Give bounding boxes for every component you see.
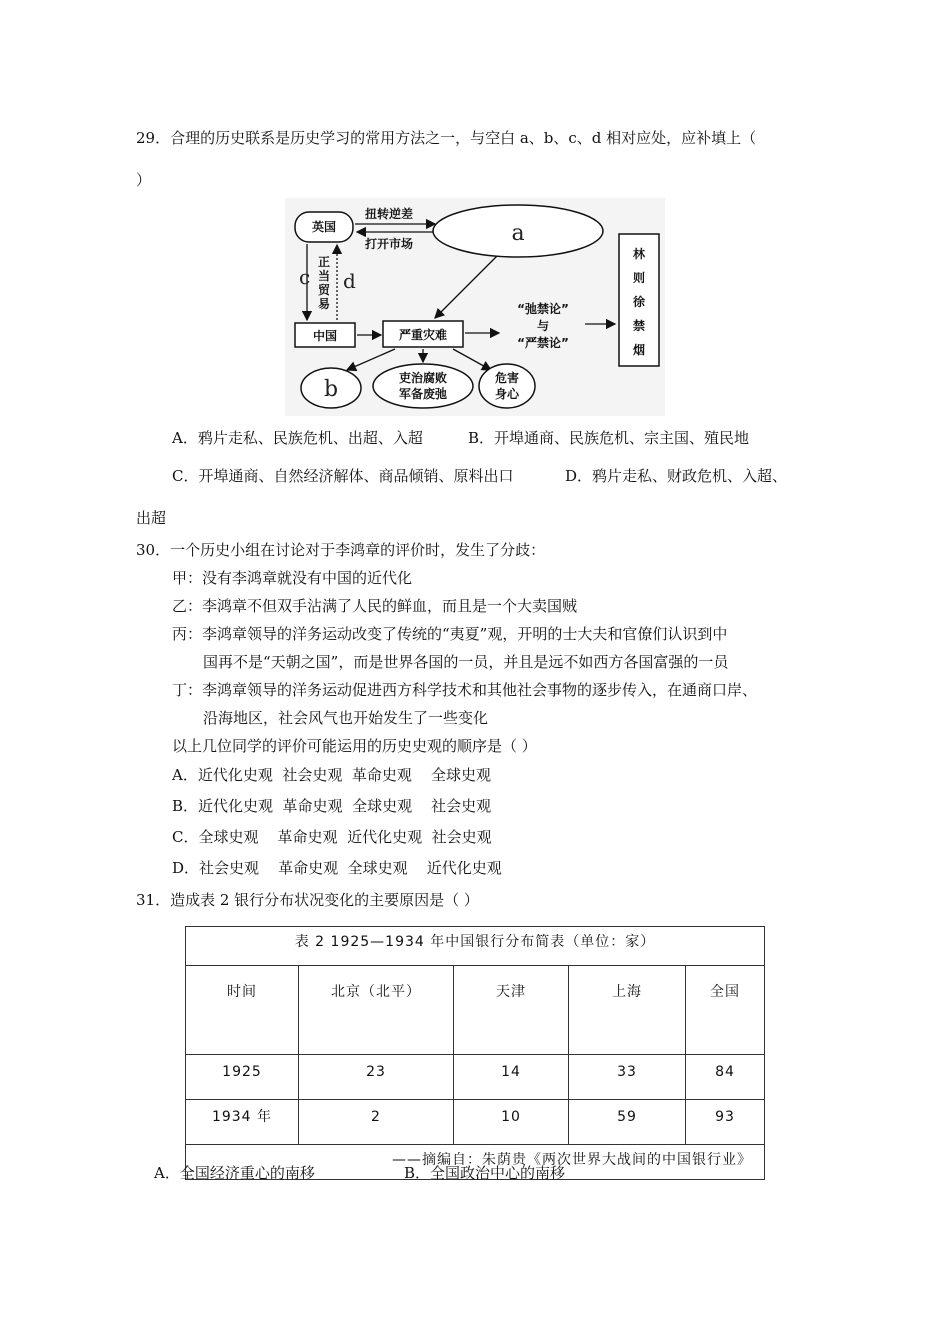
q29-option-d: D．鸦片走私、财政危机、入超、 <box>565 467 788 485</box>
q31-stem: 31．造成表 2 银行分布状况变化的主要原因是（ ） <box>136 891 479 909</box>
cell-1925-time: 1925 <box>186 1055 299 1100</box>
corrupt-2: 军备废弛 <box>398 387 448 401</box>
header-shanghai: 上海 <box>569 966 686 1055</box>
cell-1925-shanghai: 33 <box>569 1055 686 1100</box>
blank-d-label: d <box>343 269 356 293</box>
arrow-a-disaster <box>435 256 497 318</box>
cell-1925-national: 84 <box>686 1055 765 1100</box>
header-beijing: 北京（北平） <box>299 966 454 1055</box>
q30-option-c: C．全球史观 革命史观 近代化史观 社会史观 <box>172 828 492 846</box>
harm-2: 身心 <box>494 387 520 401</box>
q29-option-d-cont: 出超 <box>136 509 167 527</box>
bank-distribution-table <box>185 926 765 1180</box>
debate-1: “弛禁论” <box>517 302 569 316</box>
q29-option-a: A．鸦片走私、民族危机、出超、入超 <box>172 429 423 447</box>
arrow-disaster-harm <box>453 349 491 370</box>
q30-yi: 乙：李鸿章不但双手沾满了人民的鲜血，而且是一个大卖国贼 <box>172 597 578 615</box>
q31-option-a: A．全国经济重心的南移 <box>154 1164 315 1182</box>
lin-3: 徐 <box>632 295 646 309</box>
blank-b-label: b <box>323 377 339 402</box>
q30-ding-1: 丁：李鸿章领导的洋务运动促进西方科学技术和其他社会事物的逐步传入，在通商口岸、 <box>172 681 758 699</box>
china-label: 中国 <box>312 329 338 343</box>
lin-2: 则 <box>632 271 646 285</box>
cell-1934-shanghai: 59 <box>569 1100 686 1145</box>
cell-1925-tianjin: 14 <box>454 1055 569 1100</box>
blank-c-label: c <box>299 265 311 289</box>
q29-option-c: C．开埠通商、自然经济解体、商品倾销、原料出口 <box>172 467 514 485</box>
legit-trade-3: 贸 <box>318 283 331 297</box>
legit-trade-2: 当 <box>318 269 331 283</box>
cell-1934-tianjin: 10 <box>454 1100 569 1145</box>
q30-jia: 甲：没有李鸿章就没有中国的近代化 <box>172 569 413 587</box>
table-caption: 表 2 1925—1934 年中国银行分布简表（单位：家） <box>186 927 765 966</box>
open-market-label: 打开市场 <box>365 237 414 251</box>
header-time: 时间 <box>186 966 299 1055</box>
q31-option-b: B．全国政治中心的南移 <box>404 1164 566 1182</box>
harm-1: 危害 <box>494 371 520 385</box>
table-header-row <box>186 966 765 1055</box>
q30-bing-1: 丙：李鸿章领导的洋务运动改变了传统的“夷夏”观，开明的士大夫和官僚们认识到中 <box>172 625 728 643</box>
disaster-label: 严重灾难 <box>398 328 448 342</box>
q30-option-b: B．近代化史观 革命史观 全球史观 社会史观 <box>172 797 492 815</box>
lin-5: 烟 <box>632 343 646 357</box>
table-row <box>186 1100 765 1145</box>
cell-1934-time: 1934 年 <box>186 1100 299 1145</box>
table-source: ——摘编自：朱荫贵《两次世界大战间的中国银行业》 <box>186 1145 765 1180</box>
q29-option-b: B．开埠通商、民族危机、宗主国、殖民地 <box>468 429 750 447</box>
header-national: 全国 <box>686 966 765 1055</box>
cell-1925-beijing: 23 <box>299 1055 454 1100</box>
q30-stem: 30．一个历史小组在讨论对于李鸿章的评价时，发生了分歧： <box>136 541 546 559</box>
legit-trade-4: 易 <box>318 297 331 311</box>
cell-1934-national: 93 <box>686 1100 765 1145</box>
britain-label: 英国 <box>311 220 337 234</box>
reverse-deficit-label: 扭转逆差 <box>365 207 414 221</box>
q29-stem: 29．合理的历史联系是历史学习的常用方法之一，与空白 a、b、c、d 相对应处，应补填上（ <box>136 129 757 147</box>
q29-diagram <box>285 198 665 416</box>
blank-a-label: a <box>511 221 525 246</box>
q30-ask: 以上几位同学的评价可能运用的历史史观的顺序是（ ） <box>172 737 537 755</box>
q30-option-a: A．近代化史观 社会史观 革命史观 全球史观 <box>172 766 491 784</box>
lin-1: 林 <box>632 247 646 261</box>
q29-diagram-svg <box>285 198 665 416</box>
arrow-disaster-b <box>347 349 395 370</box>
cell-1934-beijing: 2 <box>299 1100 454 1145</box>
q30-ding-2: 沿海地区，社会风气也开始发生了一些变化 <box>203 709 489 727</box>
q29-stem-end: ） <box>136 171 152 189</box>
header-tianjin: 天津 <box>454 966 569 1055</box>
lin-4: 禁 <box>632 319 646 333</box>
table-row <box>186 1055 765 1100</box>
q30-bing-2: 国再不是“天朝之国”，而是世界各国的一员，并且是远不如西方各国富强的一员 <box>203 653 729 671</box>
debate-3: “严禁论” <box>517 336 569 350</box>
debate-2: 与 <box>536 319 550 333</box>
corrupt-1: 吏治腐败 <box>398 371 448 385</box>
q30-option-d: D．社会史观 革命史观 全球史观 近代化史观 <box>172 859 502 877</box>
legit-trade-1: 正 <box>318 255 331 269</box>
